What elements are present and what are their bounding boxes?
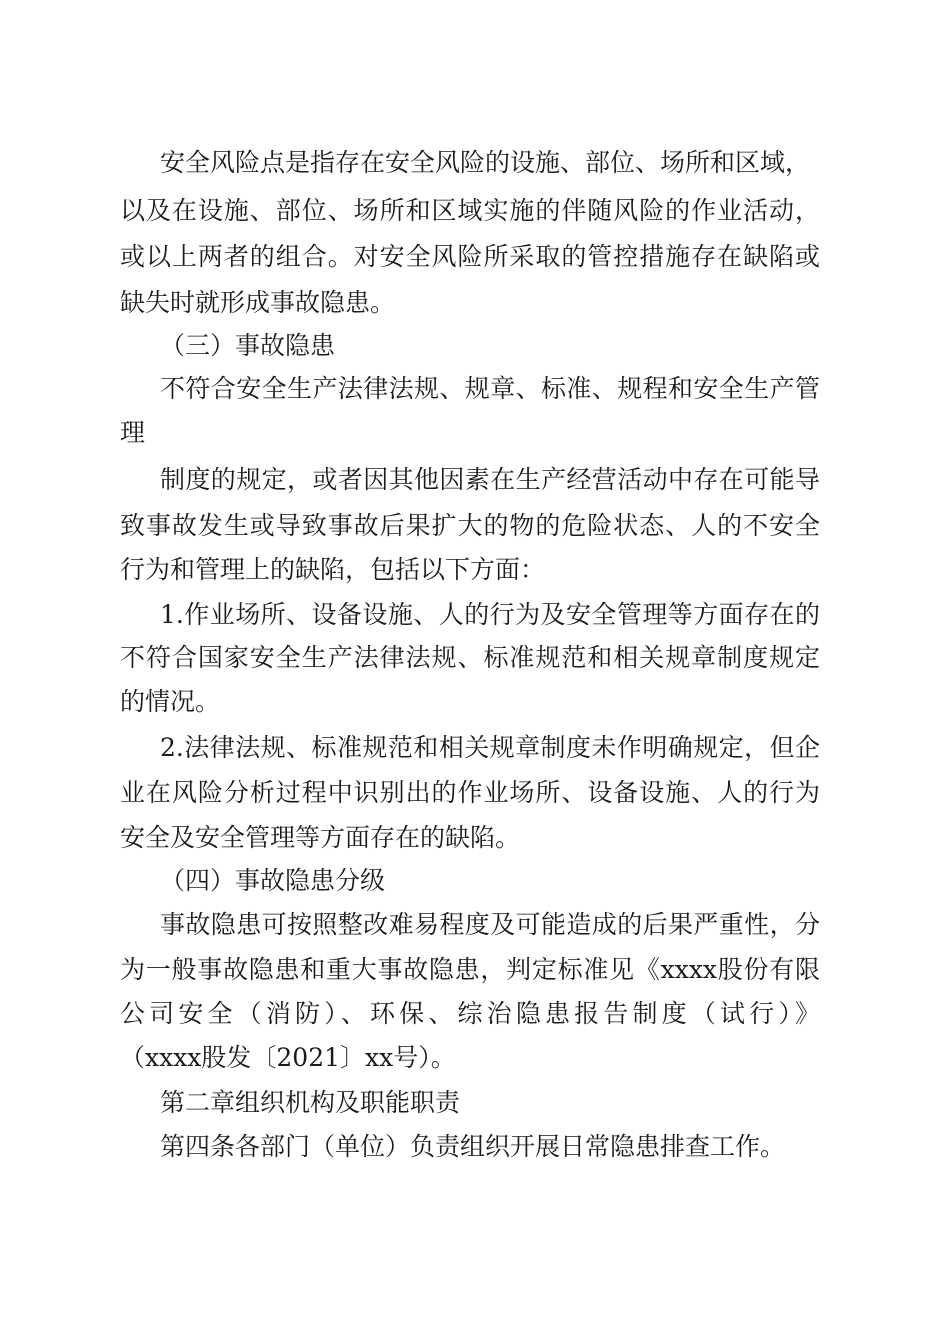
paragraph-line: 为一般事故隐患和重大事故隐患，判定标准见《xxxx股份有限	[120, 955, 820, 984]
paragraph-line: 安全风险点是指存在安全风险的设施、部位、场所和区域，	[160, 148, 811, 177]
paragraph-line: 缺失时就形成事故隐患。	[120, 288, 396, 317]
paragraph-line: （xxxx股发〔2021〕xx号）。	[120, 1043, 456, 1072]
article-line: 第四条各部门（单位）负责组织开展日常隐患排查工作。	[160, 1132, 786, 1161]
list-item-line: 1.作业场所、设备设施、人的行为及安全管理等方面存在的	[160, 600, 820, 629]
paragraph-line: 不符合安全生产法律法规、规章、标准、规程和安全生产管	[160, 374, 820, 403]
section-heading: （四）事故隐患分级	[160, 866, 386, 895]
list-item-line: 业在风险分析过程中识别出的作业场所、设备设施、人的行为	[120, 778, 820, 807]
chapter-heading: 第二章组织机构及职能职责	[160, 1088, 461, 1117]
list-item-line: 的情况。	[120, 687, 221, 716]
list-item-line: 不符合国家安全生产法律法规、标准规范和相关规章制度规定	[120, 643, 820, 672]
list-item-line: 安全及安全管理等方面存在的缺陷。	[120, 823, 521, 852]
paragraph-line: 制度的规定，或者因其他因素在生产经营活动中存在可能导	[160, 465, 820, 494]
paragraph-line: 事故隐患可按照整改难易程度及可能造成的后果严重性，分	[160, 910, 820, 939]
paragraph-line: 行为和管理上的缺陷，包括以下方面：	[120, 555, 546, 584]
paragraph-line: 公司安全（消防）、环保、综治隐患报告制度（试行）》	[120, 999, 820, 1028]
paragraph-line: 理	[120, 418, 146, 447]
paragraph-line: 或以上两者的组合。对安全风险所采取的管控措施存在缺陷或	[120, 242, 820, 271]
list-item-line: 2.法律法规、标准规范和相关规章制度未作明确规定，但企	[160, 733, 820, 762]
paragraph-line: 以及在设施、部位、场所和区域实施的伴随风险的作业活动，	[120, 196, 820, 225]
section-heading: （三）事故隐患	[160, 331, 336, 360]
paragraph-line: 致事故发生或导致事故后果扩大的物的危险状态、人的不安全	[120, 511, 820, 540]
